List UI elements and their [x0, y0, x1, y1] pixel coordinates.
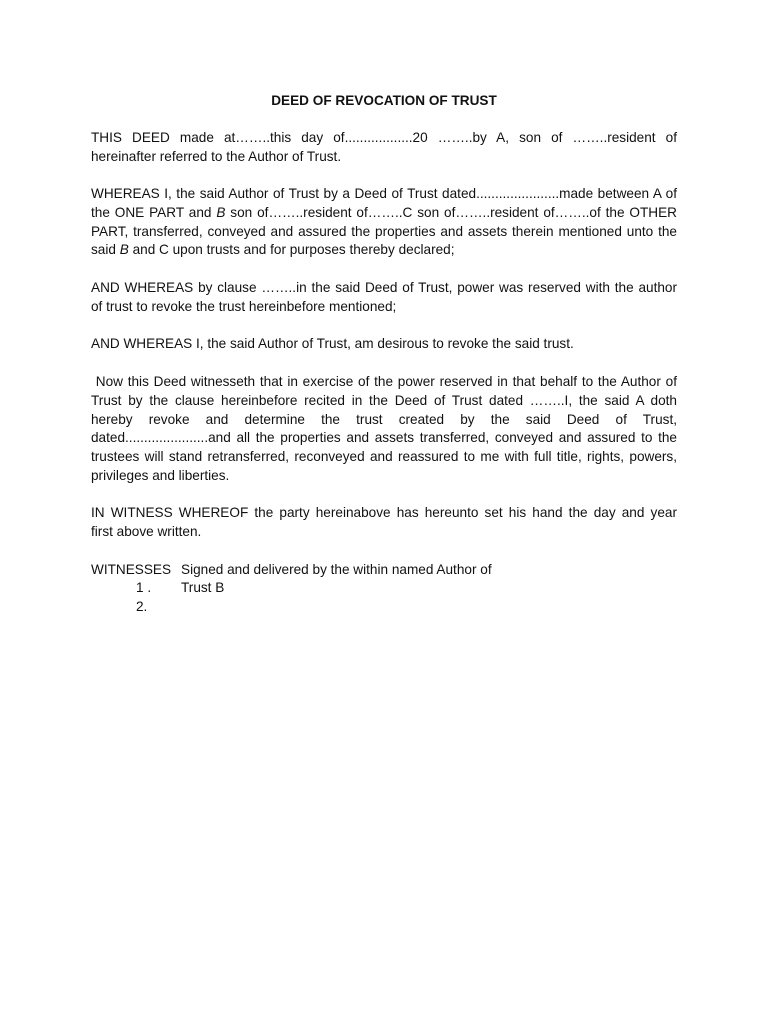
- paragraph-whereas-1: [91, 185, 677, 260]
- text-line: AND WHEREAS by clause ……..in the said Deed of Trust, power was reserved with the author: [91, 280, 677, 295]
- witness-number-1: 1 .: [136, 580, 152, 595]
- paragraph-whereas-clause: [91, 279, 677, 317]
- text-line: Trust by the clause hereinbefore recited in the Deed of Trust dated ……..I, the said A doth: [91, 392, 677, 408]
- text-line: hereinafter referred to the Author of Trust.: [91, 148, 342, 164]
- text-fragment: said: [91, 242, 120, 258]
- paragraph-in-witness: [91, 504, 677, 542]
- text-fragment: son of……..resident of……..C son of……..resident of……..of the OTHER: [225, 204, 677, 220]
- text-line: of trust to revoke the trust hereinbefore mentioned;: [91, 298, 397, 314]
- text-line: AND WHEREAS I, the said Author of Trust, am desirous to revoke the said trust.: [91, 336, 574, 351]
- party-b-italic: B: [119, 242, 129, 258]
- text-line: [91, 241, 677, 260]
- text-fragment: and C upon trusts and for purposes thereby declared;: [128, 242, 455, 258]
- party-b-italic: B: [216, 204, 226, 220]
- paragraph-deed-made: [91, 129, 677, 167]
- text-line: dated......................and all the properties and assets transferred, conveyed and assured to the: [91, 430, 677, 446]
- text-line: PART, transferred, conveyed and assured the properties and assets therein mentioned unto the: [91, 223, 677, 239]
- document-title: DEED OF REVOCATION OF TRUST: [271, 93, 497, 108]
- trust-b-text: Trust B: [181, 580, 225, 595]
- text-line: privileges and liberties.: [91, 467, 230, 483]
- text-line: WHEREAS I, the said Author of Trust by a Deed of Trust dated......................made between A of: [91, 186, 677, 201]
- text-line: first above written.: [91, 523, 202, 539]
- text-line: Now this Deed witnesseth that in exercise of the power reserved in that behalf to the Author of: [91, 374, 677, 389]
- text-line: THIS DEED made at……..this day of..................20 ……..by A, son of ……..resident of: [91, 130, 677, 145]
- text-line: IN WITNESS WHEREOF the party hereinabove has hereunto set his hand the day and year: [91, 505, 677, 520]
- signed-delivered-text: Signed and delivered by the within named Author of: [181, 562, 492, 577]
- witnesses-label: WITNESSES: [91, 562, 172, 577]
- text-fragment: the ONE PART and: [91, 204, 217, 220]
- paragraph-witnesseth: [91, 373, 677, 486]
- witness-number-2: 2.: [136, 599, 148, 614]
- text-line: trustees will stand retransferred, reconveyed and reassured to me with full title, rights, powers,: [91, 449, 677, 465]
- paragraph-whereas-desirous: [91, 335, 677, 354]
- text-line: hereby revoke and determine the trust created by the said Deed of Trust,: [91, 411, 677, 427]
- text-line: [91, 204, 677, 223]
